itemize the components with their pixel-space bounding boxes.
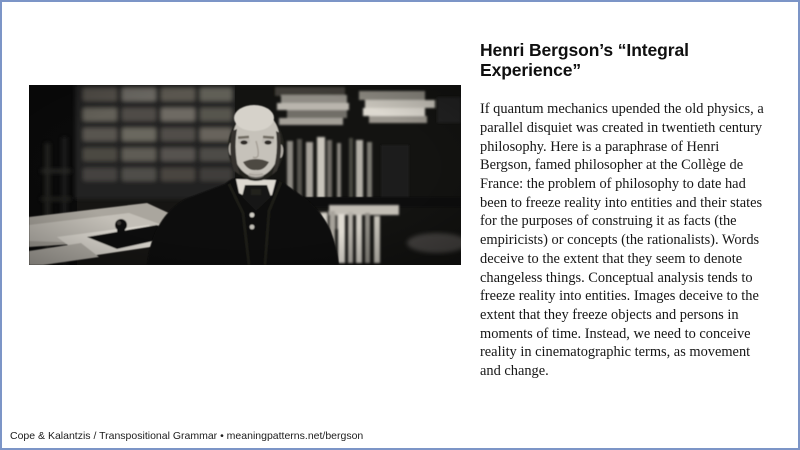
text-column	[480, 40, 765, 381]
footer-credit: Cope & Kalantzis / Transpositional Grammar • meaningpatterns.net/bergson	[10, 430, 364, 442]
bergson-photo-illustration	[29, 85, 461, 265]
body-paragraph: If quantum mechanics upended the old physics, a parallel disquiet was created in twentieth century philosophy. Here is a paraphrase of Henri Bergson, famed philosopher at the Collège de France: the problem of philosophy to date had been to freeze reality into entities and their states for the purposes of construing it as facts (the empiricists) or concepts (the rationalists). Words deceive to the extent that they seem to denote changeless things. Conceptual analysis tends to freeze reality into entities. Images deceive to the extent that they freeze objects and persons in moments of time. Instead, we need to conceive reality in cinematographic terms, as movement and change.	[480, 101, 764, 380]
bergson-photo	[29, 85, 461, 265]
page-title: Henri Bergson’s “Integral Experience”	[480, 40, 689, 81]
